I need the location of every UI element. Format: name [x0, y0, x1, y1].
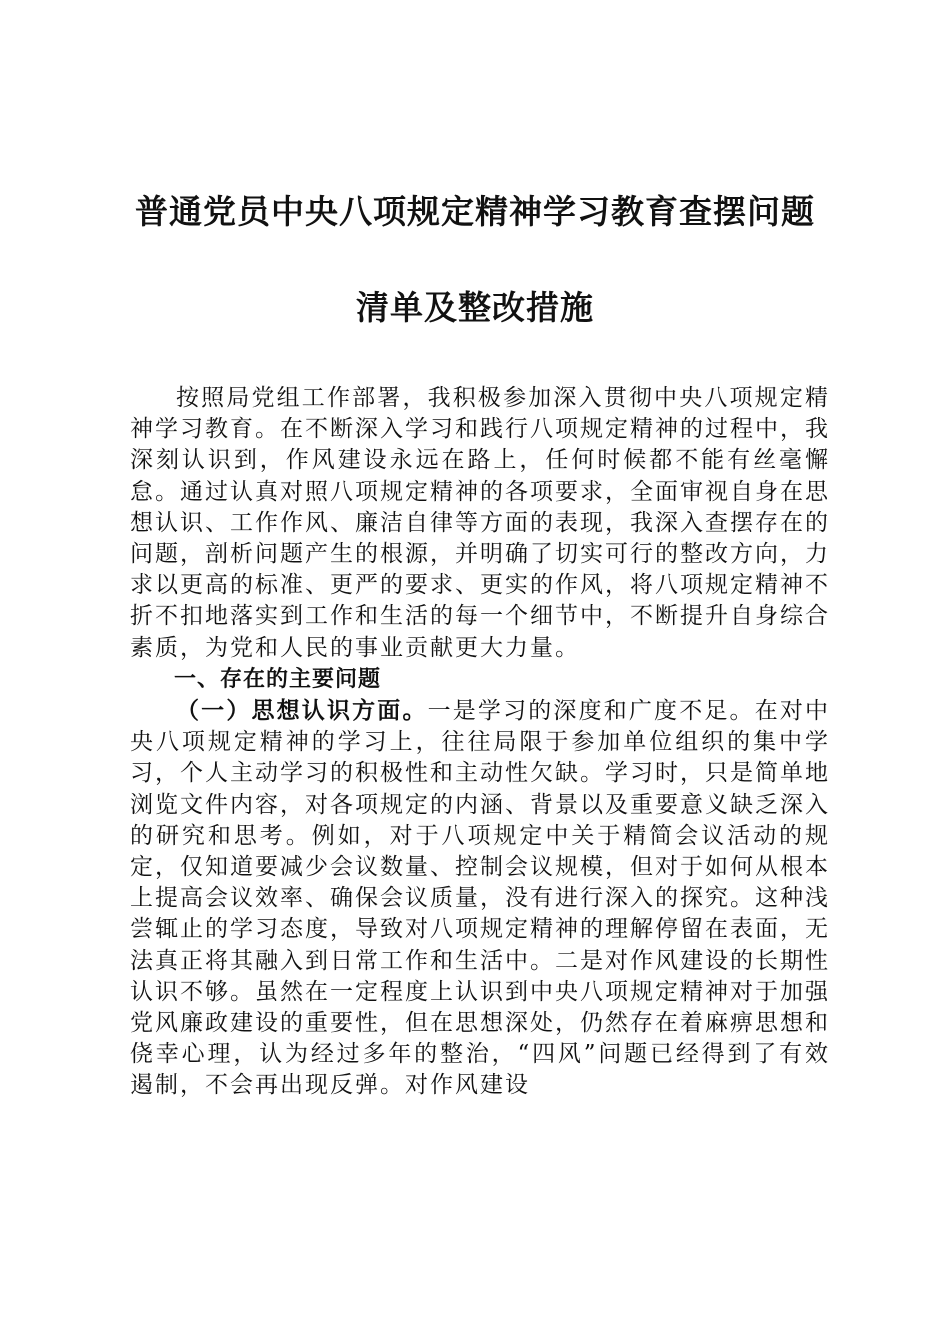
intro-paragraph: 按照局党组工作部署，我积极参加深入贯彻中央八项规定精神学习教育。在不断深入学习和践行八项规定精神的过程中，我深刻认识到，作风建设永远在路上，任何时候都不能有丝毫懈怠。通过认真对照八项规定精神的各项要求，全面审视自身在思想认识、工作作风、廉洁自律等方面的表现，我深入查摆存在的问题，剖析问题产生的根源，并明确了切实可行的整改方向，力求以更高的标准、更严的要求、更实的作风，将八项规定精神不折不扣地落实到工作和生活的每一个细节中，不断提升自身综合素质，为党和人民的事业贡献更大力量。: [130, 385, 830, 661]
title-line-1: 普通党员中央八项规定精神学习教育查摆问题: [135, 192, 815, 231]
section-heading-problems: 一、存在的主要问题: [174, 666, 382, 692]
subsection-thinking-paragraph: [130, 695, 830, 1102]
document-title: [100, 190, 850, 330]
subsection-label: （一）思想认识方面。: [176, 697, 428, 725]
document-body: [130, 383, 830, 1102]
title-line-2: 清单及整改措施: [356, 288, 594, 327]
subsection-text: 一是学习的深度和广度不足。在对中央八项规定精神的学习上，往往局限于参加单位组织的集中学习，个人主动学习的积极性和主动性欠缺。学习时，只是简单地浏览文件内容，对各项规定的内涵、背景以及重要意义缺乏深入的研究和思考。例如，对于八项规定中关于精简会议活动的规定，仅知道要减少会议数量、控制会议规模，但对于如何从根本上提高会议效率、确保会议质量，没有进行深入的探究。这种浅尝辄止的学习态度，导致对八项规定精神的理解停留在表面，无法真正将其融入到日常工作和生活中。二是对作风建设的长期性认识不够。虽然在一定程度上认识到中央八项规定精神对于加强党风廉政建设的重要性，但在思想深处，仍然存在着麻痹思想和侥幸心理，认为经过多年的整治，“四风”问题已经得到了有效遏制，不会再出现反弹。对作风建设: [130, 698, 831, 1099]
